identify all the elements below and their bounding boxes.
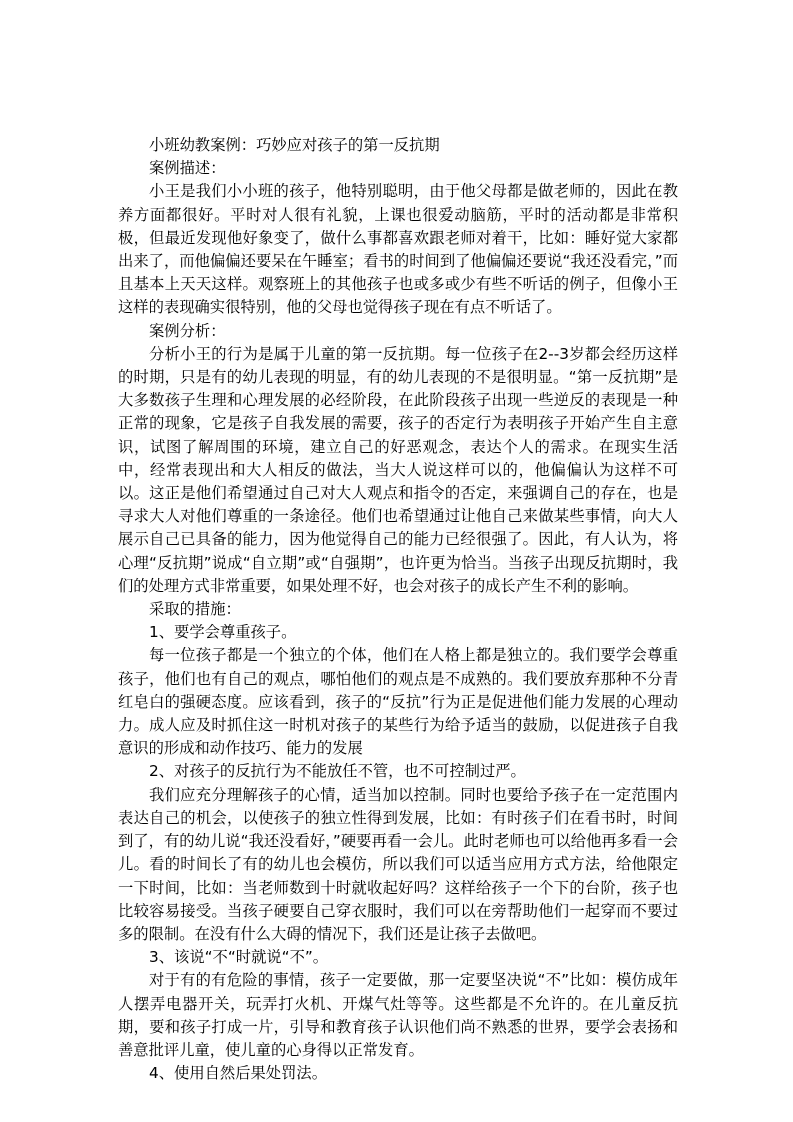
paragraph-case-analysis: 分析小王的行为是属于儿童的第一反抗期。每一位孩子在2--3岁都会经历这样的时期，只是有的幼儿表现的明显，有的幼儿表现的不是很明显。“第一反抗期”是大多数孩子生理和心理发展的必经阶段，在此阶段孩子出现一些逆反的表现是一种正常的现象，它是孩子自我发展的需要，孩子的否定行为表明孩子开始产生自主意识，试图了解周围的环境，建立自己的好恶观念，表达个人的需求。在现实生活中，经常表现出和大人相反的做法，当大人说这样可以的，他偏偏认为这样不可以。这正是他们希望通过自己对大人观点和指令的否定，来强调自己的存在，也是寻求大人对他们尊重的一条途径。他们也希望通过让他自己来做某些事情，向大人展示自己已具备的能力，因为他觉得自己的能力已经很强了。因此，有人认为，将心理“反抗期”说成“自立期”或“自强期”，也许更为恰当。当孩子出现反抗期时，我们的处理方式非常重要，如果处理不好，也会对孩子的成长产生不利的影响。 (118, 344, 678, 595)
section-heading-description: 案例描述： (149, 159, 226, 178)
measure-3-body: 对于有的有危险的事情，孩子一定要做，那一定要坚决说“不”比如：模仿成年人摆弄电器开关，玩弄打火机、开煤气灶等等。这些都是不允许的。在儿童反抗期，要和孩子打成一片，引导和教育孩子认识他们尚不熟悉的世界，要学会表扬和善意批评儿童，使儿童的心身得以正常发育。 (118, 971, 678, 1059)
document-body (118, 134, 678, 1085)
measure-1-heading: 1、要学会尊重孩子。 (149, 623, 297, 642)
measure-1-body: 每一位孩子都是一个独立的个体，他们在人格上都是独立的。我们要学会尊重孩子，他们也有自己的观点，哪怕他们的观点是不成熟的。我们要放弃那种不分青红皂白的强硬态度。应该看到，孩子的“反抗”行为正是促进他们能力发展的心理动力。成人应及时抓住这一时机对孩子的某些行为给予适当的鼓励，以促进孩子自我意识的形成和动作技巧、能力的发展 (118, 646, 678, 758)
section-heading-measures: 采取的措施： (149, 600, 241, 619)
paragraph-case-description: 小王是我们小小班的孩子，他特别聪明，由于他父母都是做老师的，因此在教养方面都很好。平时对人很有礼貌，上课也很爱动脑筋，平时的活动都是非常积极，但最近发现他好象变了，做什么事都喜欢跟老师对着干，比如：睡好觉大家都出来了，而他偏偏还要呆在午睡室；看书的时间到了他偏偏还要说“我还没看完，”而且基本上天天这样。观察班上的其他孩子也或多或少有些不听话的例子，但像小王这样的表现确实很特别，他的父母也觉得孩子现在有点不听话了。 (118, 182, 678, 317)
measure-4-heading: 4、使用自然后果处罚法。 (149, 1064, 327, 1083)
section-heading-analysis: 案例分析： (149, 321, 226, 340)
measure-2-body: 我们应充分理解孩子的心情，适当加以控制。同时也要给予孩子在一定范围内表达自己的机会，以使孩子的独立性得到发展，比如：有时孩子们在看书时，时间到了，有的幼儿说“我还没看好，”硬要再看一会儿。此时老师也可以给他再多看一会儿。看的时间长了有的幼儿也会模仿，所以我们可以适当应用方式方法，给他限定一下时间，比如：当老师数到十时就收起好吗？这样给孩子一个下的台阶，孩子也比较容易接受。当孩子硬要自己穿衣服时，我们可以在旁帮助他们一起穿而不要过多的限制。在没有什么大碍的情况下，我们还是让孩子去做吧。 (118, 785, 678, 943)
document-title: 小班幼教案例：巧妙应对孩子的第一反抗期 (149, 136, 440, 154)
measure-3-heading: 3、该说“不“时就说“不”。 (149, 948, 329, 967)
measure-2-heading: 2、对孩子的反抗行为不能放任不管，也不可控制过严。 (149, 762, 526, 781)
